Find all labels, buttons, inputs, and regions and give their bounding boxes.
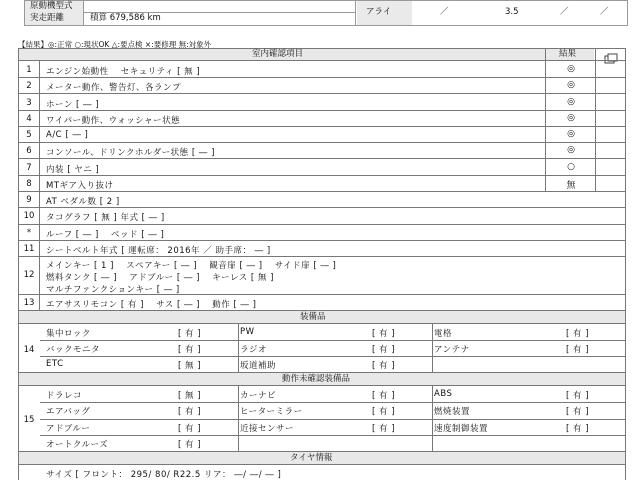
check-row-item: ホーン [ ― ] [46,99,100,110]
check-row-rule [18,126,626,127]
equipment-row-rule [40,356,626,357]
equipment-item-value: [ 有 ] [566,329,590,339]
unchecked-item-name: ヒーターミラー [240,407,303,418]
check-row-result: ◎ [567,80,575,91]
unchecked-row-rule [40,402,626,403]
row-9-number: 9 [26,195,32,205]
unchecked-row-rule [40,435,626,436]
check-row-number: 1 [26,65,32,75]
check-row-item: エンジン始動性 セキュリティ [ 無 ] [46,67,201,77]
row-12-number: 12 [23,270,35,280]
equipment-item-name: 坂道補助 [240,361,277,371]
equipment-column-rule [238,324,239,372]
mileage-label: 実走距離 [30,13,65,23]
check-row-result: ◎ [567,145,575,156]
equipment-item-value: [ 無 ] [178,361,202,371]
equipment-item-value: [ 有 ] [566,345,590,355]
unchecked-item-value: [ 有 ] [178,423,202,434]
unchecked-item-value: [ 無 ] [178,391,202,401]
equipment-item-value: [ 有 ] [372,361,396,371]
row-10-item: タコグラフ [ 無 ] 年式 [ ― ] [46,213,165,223]
unchecked-item-name: オートクルーズ [46,439,109,450]
check-row-number: 3 [26,97,32,108]
check-row-item: MTギア入り抜け [46,180,114,191]
unchecked-item-value: [ 有 ] [566,423,590,434]
row-13-number: 13 [23,298,35,308]
check-row-item: コンソール、ドリンクホルダー状態 [ ― ] [46,148,215,159]
check-row-result: ○ [567,161,575,172]
unchecked-number: 15 [23,415,35,425]
row-11-number: 11 [23,244,35,254]
unchecked-item-name: カーナビ [240,391,277,401]
alignment-value: 3.5 [505,7,519,17]
check-row-item: メーター動作、警告灯、各ランプ [46,83,182,94]
row-13-item: エアサスリモコン [ 有 ] サス [ ― ] 動作 [ ― ] [46,300,257,310]
equipment-item-value: [ 有 ] [372,345,396,355]
tire-title: タイヤ情報 [290,453,333,463]
check-row-result: 無 [566,180,576,191]
check-row-number: 8 [26,178,32,189]
equipment-item-value: [ 有 ] [178,329,202,339]
equipment-item-name: 電格 [434,329,453,339]
indoor-check-title: 室内確認項目 [252,49,304,59]
check-row-rule [18,175,626,176]
unchecked-title: 動作未確認装備品 [282,374,351,384]
engine-type-label: 原動機型式 [30,1,73,11]
check-row-result: ◎ [567,64,575,74]
unchecked-item-value: [ 有 ] [566,407,590,418]
equipment-item-name: ETC [46,359,64,369]
equipment-item-name: バックモニタ [46,345,101,355]
check-row-number: 5 [26,130,32,140]
equipment-item-name: PW [240,327,255,337]
rule-r12-bottom [18,294,626,295]
check-row-item: ワイパー動作、ウォッシャー状態 [46,115,181,126]
check-row-number: 6 [26,146,32,157]
unchecked-item-name: ABS [434,389,453,399]
unchecked-item-name: 近接センサー [240,423,295,434]
unchecked-item-value: [ 有 ] [372,407,396,418]
check-row-number: 2 [26,81,32,92]
rule-equipment-header [18,323,626,324]
mileage-value: 積算 679,586 km [90,13,161,23]
check-row-item: A/C [ ― ] [46,130,89,140]
check-row-result: ◎ [567,96,575,107]
check-row-result: ◎ [567,129,575,139]
row-12-fuel: 燃料タンク [ ― ] アドブルー [ ― ] キーレス [ 無 ] [46,273,274,283]
rule-header-bottom [18,60,626,61]
unchecked-item-value: [ 有 ] [566,391,590,401]
rule-tire-header [18,464,626,465]
row-10-number: 10 [23,211,35,221]
number-column-rule [39,60,40,311]
unchecked-item-name: エアバッグ [46,407,91,418]
check-row-rule [18,110,626,111]
row-9-item: AT ペダル数 [ 2 ] [46,197,120,207]
unchecked-item-name: 燃焼装置 [434,407,471,418]
row-12-multikey: マルチファンクションキー [ ― ] [46,285,180,295]
check-row-result: ◎ [567,112,575,123]
equipment-item-value: [ 有 ] [178,345,202,355]
rule-r10-bottom [18,224,626,225]
check-row-rule [18,158,626,159]
equipment-item-name: アンテナ [434,345,470,355]
unchecked-item-value: [ 有 ] [178,439,202,450]
equipment-column-rule [432,324,433,372]
row-12-keys: メインキー [ 1 ] スペアキー [ ― ] 観音扉 [ ― ] サイド扉 [ ― ] [46,261,337,271]
unchecked-item-value: [ 有 ] [372,391,396,401]
unchecked-row-rule [40,419,626,420]
result-header: 結果 [559,49,577,59]
copy-icon[interactable] [598,49,624,60]
tire-size: サイズ [ フロント： 295/ 80/ R22.5 リア： ―/ ―/ ― ] [46,470,282,480]
check-row-number: 7 [26,162,32,173]
unchecked-item-name: 速度制御装置 [434,423,489,434]
alignment-end: ／ [600,7,609,17]
alignment-front: ／ [440,7,449,17]
rule-r9-bottom [18,207,626,208]
check-row-rule [18,191,626,192]
row-11-item: シートベルト年式 [ 運転席： 2016年 ／ 助手席： ― ] [46,246,271,256]
result-legend: 【結果】◎:正常 ○:現状OK △:要点検 ×:要修理 無:対象外 [18,40,212,49]
check-row-rule [18,142,626,143]
equipment-row-rule [40,340,626,341]
equipment-number: 14 [23,345,35,355]
check-row-rule [18,77,626,78]
check-row-number: 4 [26,113,32,124]
equipment-title: 装備品 [300,312,326,322]
rule-rstar-bottom [18,240,626,241]
unchecked-item-value: [ 有 ] [178,407,202,418]
check-row-rule [18,93,626,94]
row-star-item: ルーフ [ ― ] ベッド [ ― ] [46,230,165,240]
alignment-rear: ／ [560,7,569,17]
rule-unchecked-header [18,385,626,386]
row-star-number: * [26,228,32,238]
rule-r11-bottom [18,256,626,257]
equipment-item-value: [ 有 ] [372,329,396,339]
unchecked-item-value: [ 有 ] [372,423,396,434]
equipment-item-name: ラジオ [240,345,268,355]
unchecked-item-name: アドブルー [46,423,91,434]
unchecked-item-name: ドラレコ [46,391,83,401]
check-row-item: 内装 [ ヤニ ] [46,164,100,175]
alignment-label: アライ [366,7,392,17]
equipment-item-name: 集中ロック [46,329,91,339]
